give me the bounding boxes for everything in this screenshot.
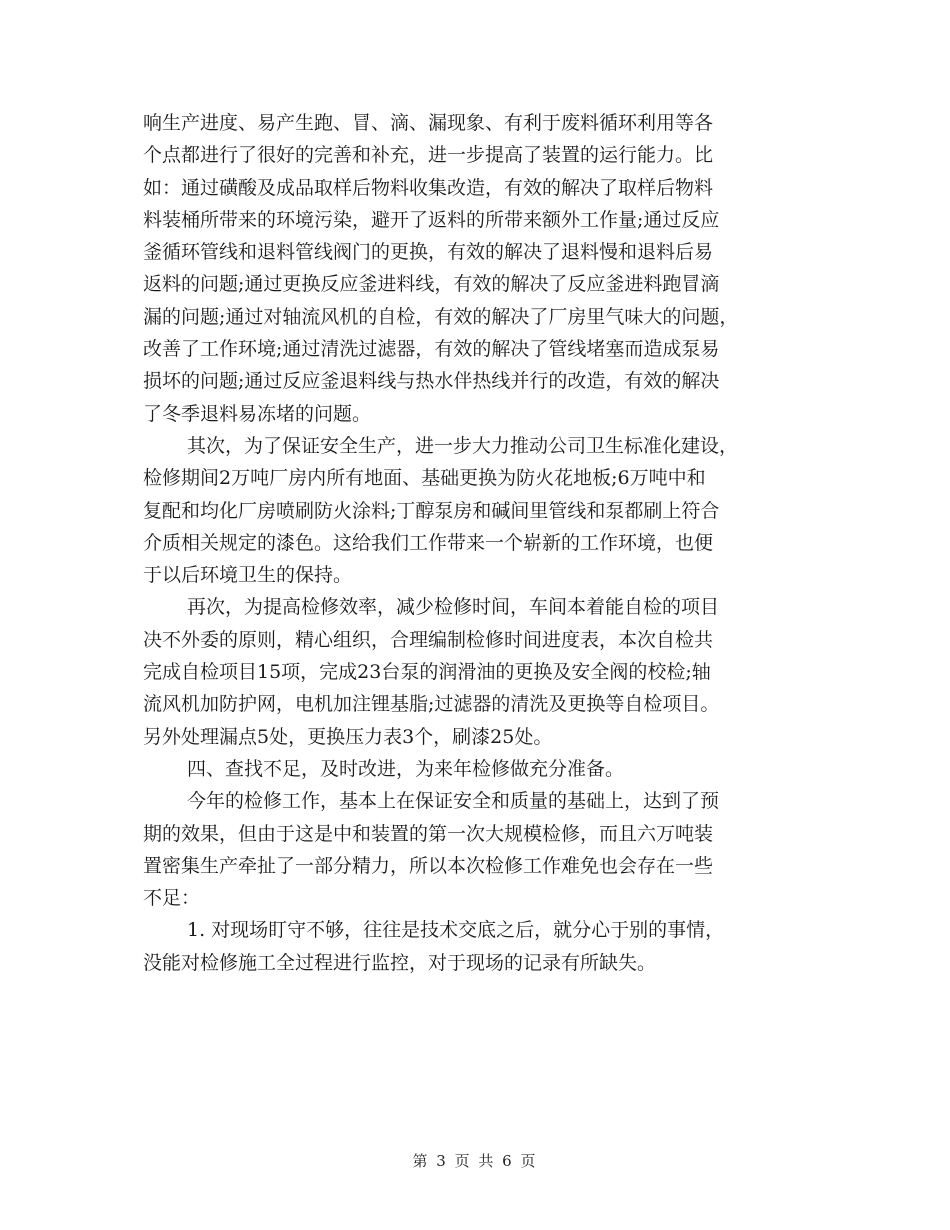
text-line: 期的效果，但由于这是中和装置的第一次大规模检修，而且六万吨装	[143, 822, 714, 845]
page-number-footer: 第 3 页 共 6 页	[412, 1152, 538, 1170]
text-line: 料装桶所带来的环境污染，避开了返料的所带来额外工作量;通过反应	[143, 208, 720, 231]
text-line: 不足：	[143, 887, 201, 910]
text-line: 没能对检修施工全过程进行监控，对于现场的记录有所缺失。	[143, 951, 657, 974]
text-line: 响生产进度、易产生跑、冒、滴、漏现象、有利于废料循环利用等各	[143, 112, 714, 134]
text-line: 损坏的问题;通过反应釜退料线与热水伴热线并行的改造，有效的解决	[143, 370, 720, 393]
text-line: 1. 对现场盯守不够，往往是技术交底之后，就分心于别的事情，	[187, 919, 725, 942]
text-line: 于以后环境卫生的保持。	[143, 564, 353, 587]
text-line: 四、查找不足，及时改进，为来年检修做充分准备。	[187, 757, 625, 780]
text-line: 釜循环管线和退料管线阀门的更换，有效的解决了退料慢和退料后易	[143, 241, 714, 264]
text-line: 决不外委的原则，精心组织，合理编制检修时间进度表，本次自检共	[143, 628, 714, 651]
text-line: 复配和均化厂房喷刷防火涂料;丁醇泵房和碱间里管线和泵都刷上符合	[143, 499, 720, 522]
text-line: 个点都进行了很好的完善和补充，进一步提高了装置的运行能力。比	[143, 144, 714, 167]
text-line: 改善了工作环境;通过清洗过滤器，有效的解决了管线堵塞而造成泵易	[143, 338, 720, 361]
text-line: 再次，为提高检修效率，减少检修时间，车间本着能自检的项目	[187, 596, 720, 619]
text-line: 返料的问题;通过更换反应釜进料线，有效的解决了反应釜进料跑冒滴	[143, 273, 720, 296]
text-line: 检修期间2万吨厂房内所有地面、基础更换为防火花地板;6万吨中和	[143, 467, 706, 490]
body-text	[143, 107, 823, 979]
text-line: 介质相关规定的漆色。这给我们工作带来一个崭新的工作环境，也便	[143, 531, 714, 554]
text-line: 其次，为了保证安全生产，进一步大力推动公司卫生标准化建设，	[187, 434, 739, 457]
text-line: 今年的检修工作，基本上在保证安全和质量的基础上，达到了预	[187, 790, 720, 813]
text-line: 漏的问题;通过对轴流风机的自检，有效的解决了厂房里气味大的问题，	[143, 305, 739, 328]
text-line: 了冬季退料易冻堵的问题。	[143, 402, 372, 425]
text-line: 流风机加防护网，电机加注锂基脂;过滤器的清洗及更换等自检项目。	[143, 693, 720, 716]
text-line: 如：通过磺酸及成品取样后物料收集改造，有效的解决了取样后物料	[143, 176, 714, 199]
text-line: 完成自检项目15项，完成23台泵的润滑油的更换及安全阀的校检;轴	[143, 661, 711, 684]
text-line: 置密集生产牵扯了一部分精力，所以本次检修工作难免也会存在一些	[143, 854, 714, 877]
text-line: 另外处理漏点5处，更换压力表3个，刷漆25处。	[143, 725, 553, 748]
